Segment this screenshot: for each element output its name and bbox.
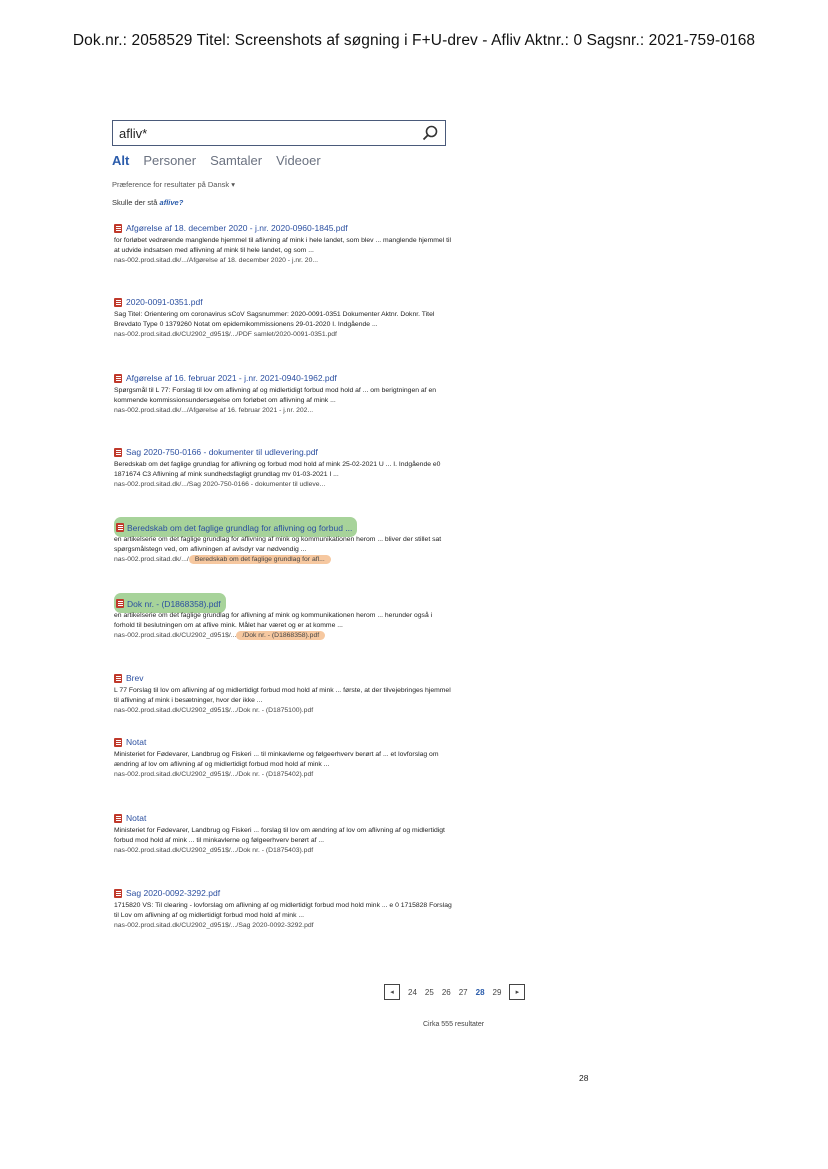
result-snippet: for forløbet vedrørende manglende hjemmel til aflivning af mink i hele landet, som blev ... manglende hjemmel til at udvide indsatsen med aflivning af mink til hele landet, og som ... (114, 237, 451, 254)
search-input[interactable] (112, 120, 446, 146)
pdf-icon (114, 889, 122, 898)
result-item (114, 521, 454, 565)
pdf-icon (116, 599, 124, 608)
result-title[interactable]: Afgørelse af 18. december 2020 - j.nr. 2020-0960-1845.pdf (126, 223, 348, 233)
suggestion-link[interactable]: aflive? (159, 198, 184, 207)
pagination (384, 984, 525, 1000)
result-item (114, 222, 454, 266)
result-snippet: Ministeriet for Fødevarer, Landbrug og Fiskeri ... til minkavlerne og følgeerhverv berørt af ... et lovforslag om ændring af lov om aflivning af og midlertidigt forbud mod hold af mink ... (114, 751, 439, 768)
url-highlight: /Dok nr. - (D1868358).pdf (236, 631, 325, 640)
previous-page-button[interactable]: ◂ (384, 984, 400, 1000)
result-url: nas-002.prod.sitad.dk/CU2902_d951$/.../Dok nr. - (D1875100).pdf (114, 707, 314, 714)
result-item (114, 812, 454, 856)
page-link[interactable]: 29 (492, 987, 502, 997)
result-snippet: Sag Titel: Orientering om coronavirus sCoV Sagsnummer: 2020-0091-0351 Dokumenter Aktnr. Doknr. Titel Brevdato Type 0 1379260 Notat om epidemikommissionens 29-01-2020 I. Indgående ... (114, 311, 435, 328)
page-link[interactable]: 27 (458, 987, 468, 997)
result-snippet: en artikelserie om det faglige grundlag for aflivning af mink og kommunikationen herom ... herunder også i forhold til beslutningen om at aflive mink. Målet har været og er at komme ... (114, 612, 433, 629)
search-area (112, 120, 452, 207)
pdf-icon (114, 224, 122, 233)
tab-videos[interactable]: Videoer (276, 153, 321, 168)
result-title[interactable]: Beredskab om det faglige grundlag for aflivning og forbud ... (127, 523, 353, 533)
result-title[interactable]: Notat (126, 813, 147, 823)
result-count: Cirka 555 resultater (423, 1021, 485, 1028)
tab-all[interactable]: Alt (112, 153, 130, 168)
search-icon[interactable] (421, 124, 439, 142)
result-title[interactable]: Sag 2020-0092-3292.pdf (126, 888, 221, 898)
result-url: nas-002.prod.sitad.dk/CU2902_d951$/.../PDF samlet/2020-0091-0351.pdf (114, 331, 337, 338)
result-url: nas-002.prod.sitad.dk/CU2902_d951$/.../Dok nr. - (D1875403).pdf (114, 847, 314, 854)
result-item (114, 296, 454, 340)
document-header: Dok.nr.: 2058529 Titel: Screenshots af søgning i F+U-drev - Afliv Aktnr.: 0 Sagsnr.: 2021-759-0168 (72, 32, 756, 49)
url-prefix: nas-002.prod.sitad.dk/.../ (114, 556, 189, 563)
result-url (114, 631, 454, 641)
result-title[interactable]: Notat (126, 737, 147, 747)
result-url: nas-002.prod.sitad.dk/.../Sag 2020-750-0166 - dokumenter til udleve... (114, 481, 326, 488)
result-item (114, 672, 454, 716)
result-url: nas-002.prod.sitad.dk/.../Afgørelse af 16. februar 2021 - j.nr. 202... (114, 407, 314, 414)
pdf-icon (114, 738, 122, 747)
tab-people[interactable]: Personer (143, 153, 197, 168)
spelling-suggestion (112, 198, 452, 207)
pdf-icon (114, 374, 122, 383)
title-highlight (114, 593, 226, 613)
pdf-icon (114, 674, 122, 683)
result-url: nas-002.prod.sitad.dk/CU2902_d951$/.../Dok nr. - (D1875402).pdf (114, 771, 314, 778)
filter-tabs (112, 153, 452, 168)
result-item (114, 736, 454, 780)
result-title[interactable]: Dok nr. - (D1868358).pdf (127, 599, 221, 609)
suggestion-prefix: Skulle der stå (112, 198, 160, 207)
result-snippet: L 77 Forslag til lov om aflivning af og midlertidigt forbud mod hold af mink ... første, at der tilvejebringes hjemmel til aflivning af mink i besætninger, hvor der ikke ... (114, 687, 451, 704)
pdf-icon (114, 448, 122, 457)
tab-conversations[interactable]: Samtaler (210, 153, 263, 168)
page-number: 28 (579, 1073, 589, 1083)
next-page-button[interactable]: ▸ (509, 984, 525, 1000)
url-highlight: Beredskab om det faglige grundlag for afl... (189, 555, 331, 564)
result-url: nas-002.prod.sitad.dk/CU2902_d951$/.../Sag 2020-0092-3292.pdf (114, 922, 314, 929)
result-title[interactable]: 2020-0091-0351.pdf (126, 297, 203, 307)
result-snippet: en artikelserie om det faglige grundlag for aflivning af mink og kommunikationen herom ... bliver der stillet sat spørgsmålstegn ved, om aflivningen af avlsdyr var nødvendig ... (114, 536, 442, 553)
result-snippet: Ministeriet for Fødevarer, Landbrug og Fiskeri ... forslag til lov om ændring af lov om aflivning af og midlertidigt forbud mod hold af mink ... til minkavlerne og følgeerhverv berørt af ... (114, 827, 445, 844)
result-snippet: Spørgsmål til L 77: Forslag til lov om aflivning af og midlertidigt forbud mod hold af ... om berigtningen af en kommende kommissionsundersøgelse om forløbet om aflivning af mink ... (114, 387, 437, 404)
language-preference[interactable]: Præference for resultater på Dansk ▾ (112, 180, 235, 189)
page-link[interactable]: 26 (441, 987, 451, 997)
result-item (114, 887, 454, 931)
pdf-icon (114, 298, 122, 307)
result-item (114, 446, 454, 490)
page-link[interactable]: 24 (408, 987, 417, 997)
result-url (114, 555, 454, 565)
current-page[interactable]: 28 (475, 987, 485, 997)
url-prefix: nas-002.prod.sitad.dk/CU2902_d951$/... (114, 632, 237, 639)
title-highlight (114, 517, 357, 537)
page-link[interactable]: 25 (424, 987, 434, 997)
result-snippet: 1715820 VS: Til clearing - lovforslag om aflivning af og midlertidigt forbud mod hold mink ... e 0 1715828 Forslag til Lov om aflivning af og midlertidigt forbud mod hold af mink ... (114, 902, 452, 919)
result-item (114, 597, 454, 641)
result-title[interactable]: Afgørelse af 16. februar 2021 - j.nr. 2021-0940-1962.pdf (126, 373, 337, 383)
pdf-icon (114, 814, 122, 823)
result-snippet: Beredskab om det faglige grundlag for aflivning og forbud mod hold af mink 25-02-2021 U ... I. Indgående e0 1871674 C3 Aflivning af mink sundhedsfagligt grundlag mv 01-03-2021 I ... (114, 461, 441, 478)
result-title[interactable]: Brev (126, 673, 144, 683)
result-url: nas-002.prod.sitad.dk/.../Afgørelse af 18. december 2020 - j.nr. 20... (114, 257, 319, 264)
pdf-icon (116, 523, 124, 532)
search-query: afliv* (119, 125, 148, 141)
result-title[interactable]: Sag 2020-750-0166 - dokumenter til udlevering.pdf (126, 447, 318, 457)
result-item (114, 372, 454, 416)
